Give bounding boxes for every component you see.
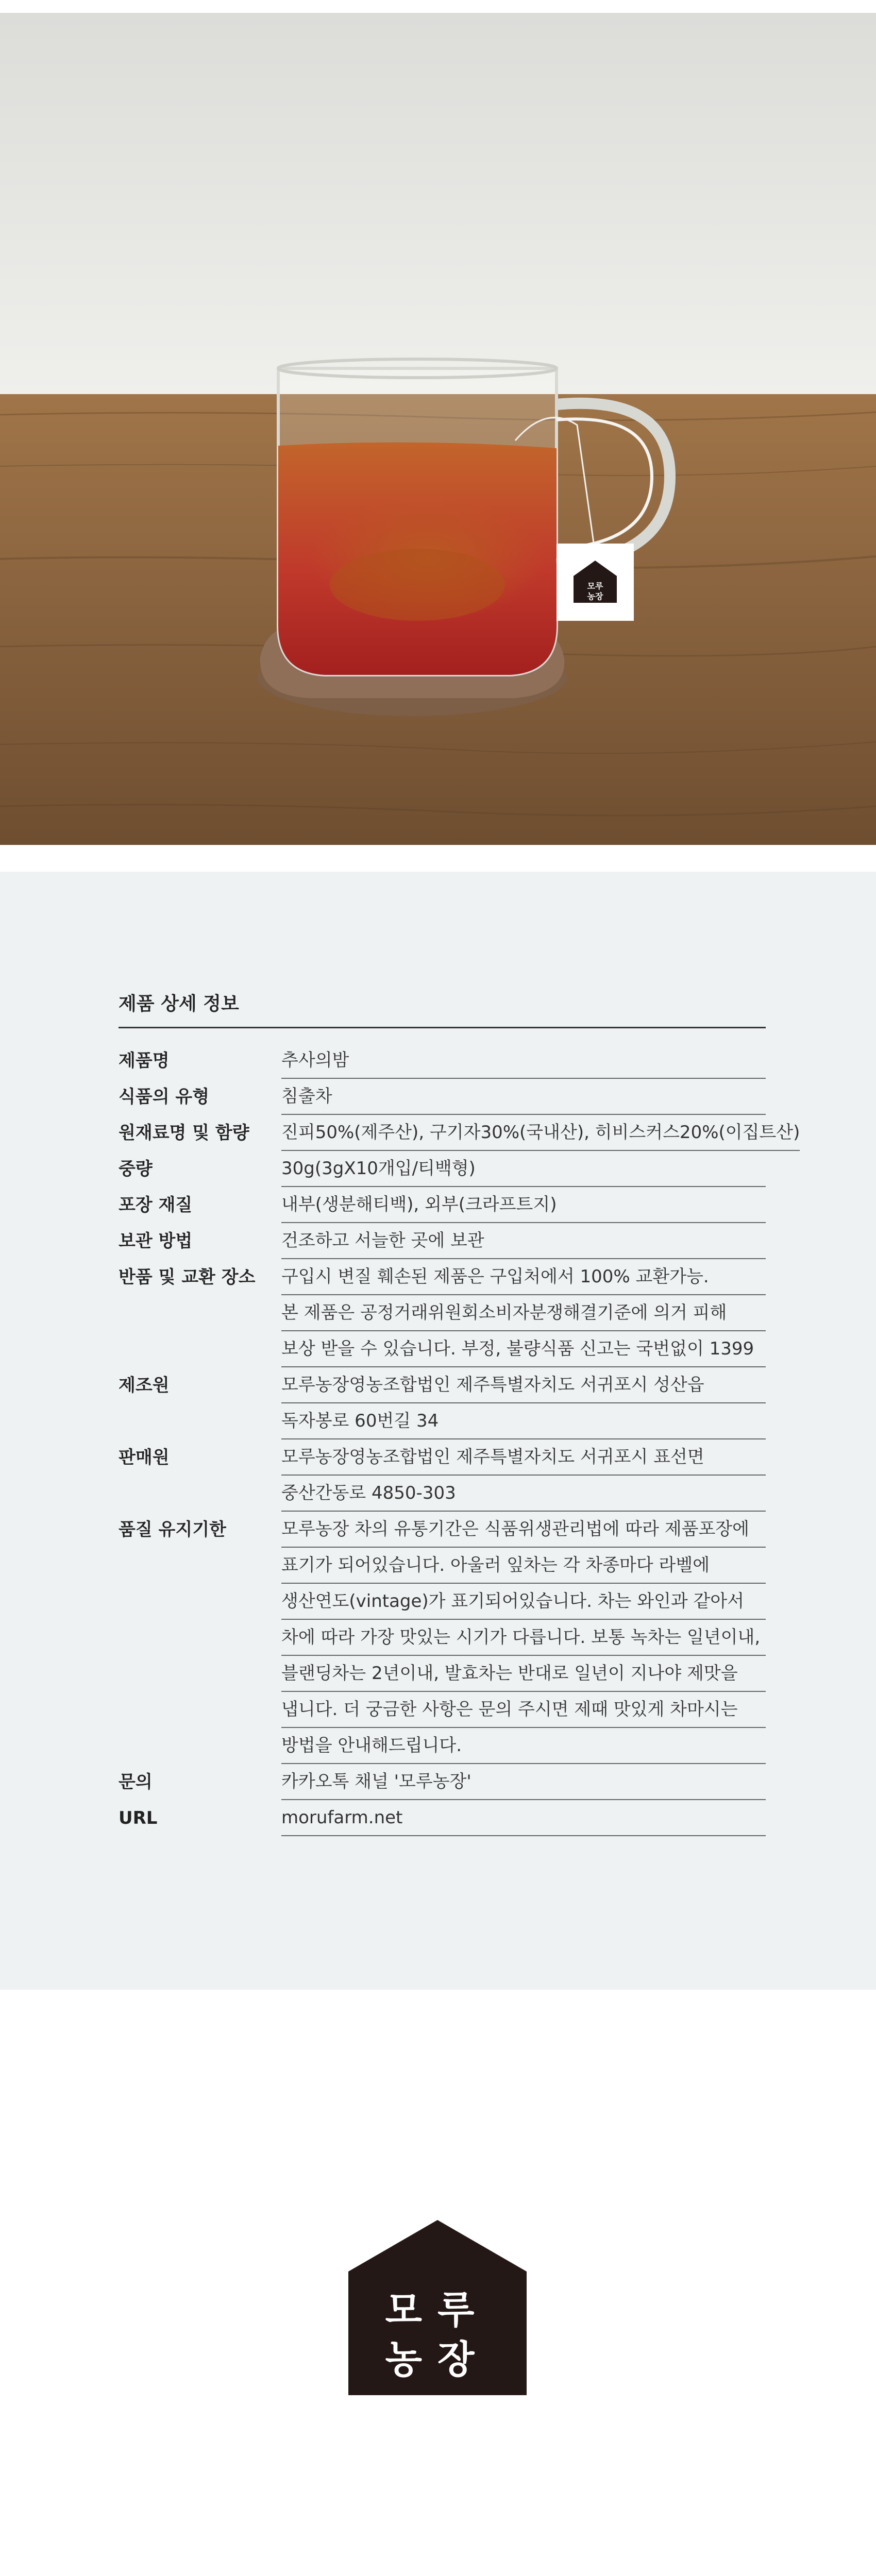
spec-value-line: 블랜딩차는 2년이내, 발효차는 반대로 일년이 지나야 제맛을 <box>281 1656 766 1692</box>
morufarm-house-logo-icon <box>348 2220 527 2395</box>
spec-row <box>119 1512 766 1764</box>
spec-value-line: 차에 따라 가장 맛있는 시기가 다릅니다. 보통 녹차는 일년이내, <box>281 1620 766 1656</box>
spec-value-line: 진피50%(제주산), 구기자30%(국내산), 히비스커스20%(이집트산) <box>281 1115 800 1151</box>
tag-logo-line-1: 모루 <box>587 581 603 591</box>
spec-value-line: 구입시 변질 훼손된 제품은 구입처에서 100% 교환가능. <box>281 1259 766 1295</box>
spec-value-line: 침출차 <box>281 1079 766 1115</box>
spec-values <box>281 1764 766 1800</box>
spec-row <box>119 1367 766 1439</box>
spec-label: 보관 방법 <box>119 1231 193 1251</box>
spec-table <box>119 1043 800 1836</box>
spec-values <box>281 1259 766 1367</box>
spec-values <box>281 1439 766 1512</box>
spec-row <box>119 1187 766 1223</box>
spec-value-line: 보상 받을 수 있습니다. 부정, 불량식품 신고는 국번없이 1399 <box>281 1331 766 1367</box>
spec-label: 제품명 <box>119 1050 170 1071</box>
product-photo <box>0 13 876 845</box>
spec-row <box>119 1079 766 1115</box>
spec-row <box>119 1223 766 1259</box>
spec-value-line: 모루농장영농조합법인 제주특별자치도 서귀포시 성산읍 <box>281 1367 766 1403</box>
spec-values <box>281 1223 766 1259</box>
spec-value-line: 모루농장 차의 유통기간은 식품위생관리법에 따라 제품포장에 <box>281 1512 766 1548</box>
spec-label: 중량 <box>119 1159 153 1179</box>
logo-line-2: 농장 <box>385 2337 490 2382</box>
spec-value-line: morufarm.net <box>281 1800 766 1836</box>
spec-value-line: 방법을 안내해드립니다. <box>281 1728 766 1764</box>
spec-row <box>119 1259 766 1367</box>
spec-values <box>281 1151 766 1187</box>
spec-label: 식품의 유형 <box>119 1087 210 1107</box>
spec-values <box>281 1187 766 1223</box>
spec-value-line: 표기가 되어있습니다. 아울러 잎차는 각 차종마다 라벨에 <box>281 1548 766 1584</box>
spec-value-line: 추사의밤 <box>281 1043 766 1079</box>
spec-value-line: 독자봉로 60번길 34 <box>281 1403 766 1439</box>
spec-values <box>281 1079 766 1115</box>
spec-label: 판매원 <box>119 1447 170 1468</box>
spec-label: 품질 유지기한 <box>119 1519 226 1540</box>
spec-values <box>281 1512 766 1764</box>
spec-label: 원재료명 및 함량 <box>119 1123 249 1143</box>
spec-value-line: 본 제품은 공정거래위원회소비자분쟁해결기준에 의거 피해 <box>281 1295 766 1331</box>
footer <box>0 1990 876 2576</box>
brand-logo <box>348 2220 527 2395</box>
product-detail-title: 제품 상세 정보 <box>119 989 766 1028</box>
product-detail-section <box>0 872 876 1990</box>
spec-label: 제조원 <box>119 1375 170 1396</box>
spec-value-line: 냅니다. 더 궁금한 사항은 문의 주시면 제때 맛있게 차마시는 <box>281 1692 766 1728</box>
spec-row <box>119 1800 766 1836</box>
spec-label: URL <box>119 1808 158 1828</box>
spec-values <box>281 1800 766 1836</box>
spec-label: 포장 재질 <box>119 1195 193 1215</box>
spec-value-line: 중산간동로 4850-303 <box>281 1476 766 1512</box>
spec-value-line: 생산연도(vintage)가 표기되어있습니다. 차는 와인과 같아서 <box>281 1584 766 1620</box>
spec-values <box>281 1043 766 1079</box>
spec-row <box>119 1439 766 1512</box>
spec-value-line: 카카오톡 채널 '모루농장' <box>281 1764 766 1800</box>
spec-value-line: 30g(3gX10개입/티백형) <box>281 1151 766 1187</box>
spec-row <box>119 1764 766 1800</box>
spec-values <box>281 1367 766 1439</box>
logo-line-1: 모루 <box>385 2288 490 2332</box>
spec-row <box>119 1151 766 1187</box>
spec-label: 문의 <box>119 1772 153 1792</box>
spec-row <box>119 1043 766 1079</box>
tag-logo-line-2: 농장 <box>587 591 603 601</box>
spec-row <box>119 1115 800 1151</box>
spec-value-line: 모루농장영농조합법인 제주특별자치도 서귀포시 표선면 <box>281 1439 766 1476</box>
product-detail-content <box>119 989 800 1836</box>
spec-value-line: 내부(생분해티백), 외부(크라프트지) <box>281 1187 766 1223</box>
spec-values <box>281 1115 800 1151</box>
spec-value-line: 건조하고 서늘한 곳에 보관 <box>281 1223 766 1259</box>
tea-cup-photo-icon <box>0 13 876 845</box>
spec-label: 반품 및 교환 장소 <box>119 1267 256 1287</box>
